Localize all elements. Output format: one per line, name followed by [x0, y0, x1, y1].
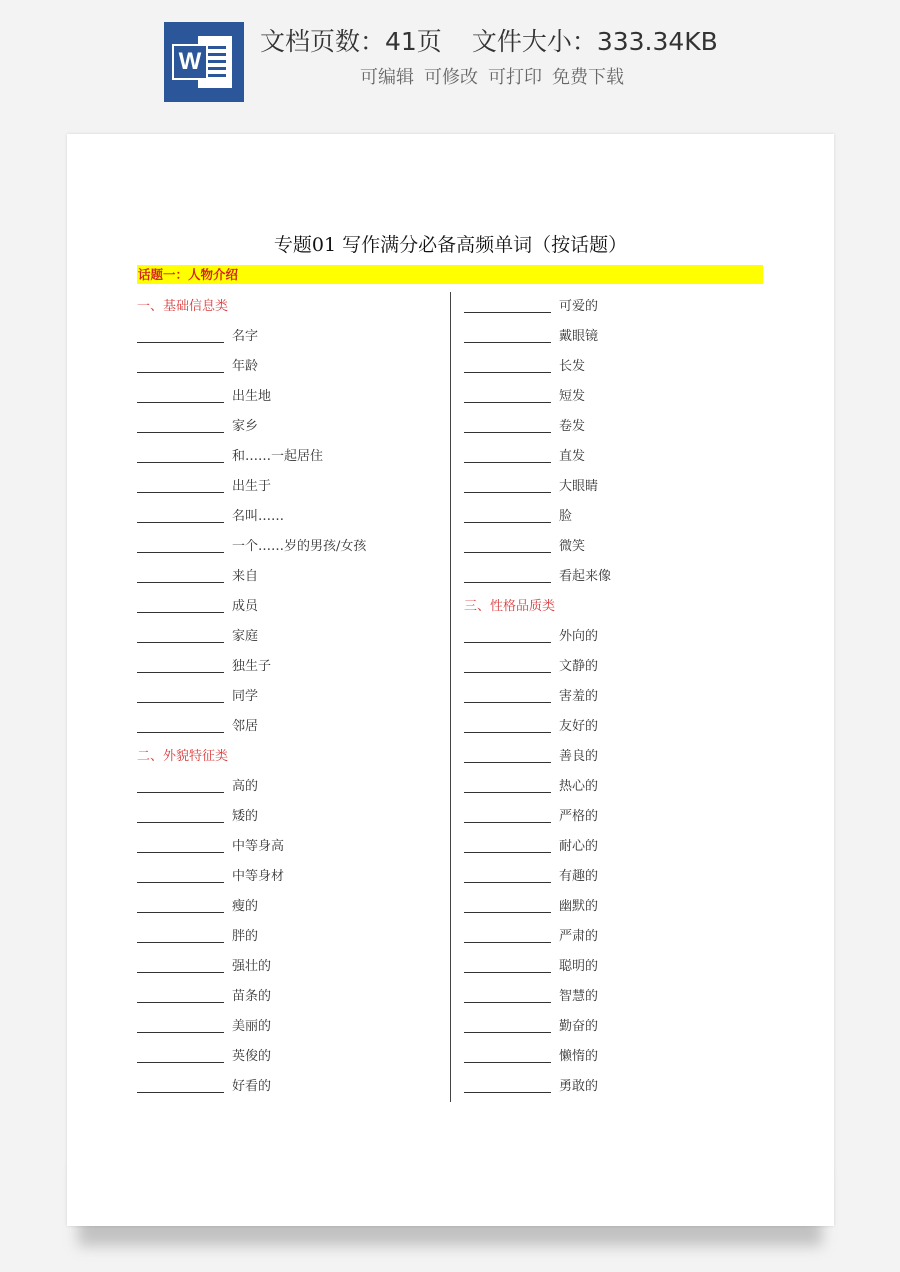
- vocab-row: [137, 622, 437, 652]
- answer-blank[interactable]: [464, 732, 551, 733]
- vocab-meaning: 脸: [559, 509, 573, 524]
- right-column: [464, 292, 764, 1102]
- answer-blank[interactable]: [464, 372, 551, 373]
- answer-blank[interactable]: [137, 732, 224, 733]
- feature-editable: 可编辑: [360, 67, 414, 88]
- vocab-row: [137, 832, 437, 862]
- answer-blank[interactable]: [137, 1062, 224, 1063]
- vocab-row: [137, 1042, 437, 1072]
- answer-blank[interactable]: [464, 972, 551, 973]
- vocab-row: [464, 892, 764, 922]
- vocab-row: [464, 1012, 764, 1042]
- feature-list: [360, 66, 634, 90]
- vocab-row: [137, 862, 437, 892]
- vocab-meaning: 直发: [559, 449, 586, 464]
- column-divider: [450, 292, 451, 1102]
- answer-blank[interactable]: [464, 432, 551, 433]
- vocab-meaning: 勇敢的: [559, 1079, 599, 1094]
- vocab-row: [464, 982, 764, 1012]
- vocab-row: [464, 802, 764, 832]
- vocab-meaning: 害羞的: [559, 689, 599, 704]
- vocab-meaning: 中等身高: [232, 839, 285, 854]
- vocab-meaning: 有趣的: [559, 869, 599, 884]
- vocab-meaning: 耐心的: [559, 839, 599, 854]
- answer-blank[interactable]: [464, 912, 551, 913]
- vocab-row: [137, 382, 437, 412]
- vocab-meaning: 瘦的: [232, 899, 259, 914]
- vocab-meaning: 善良的: [559, 749, 599, 764]
- vocab-row: [464, 862, 764, 892]
- page-count: 文档页数：41页: [260, 27, 442, 56]
- vocab-meaning: 智慧的: [559, 989, 599, 1004]
- vocab-row: [464, 1042, 764, 1072]
- vocab-meaning: 严肃的: [559, 929, 599, 944]
- vocab-meaning: 中等身材: [232, 869, 285, 884]
- answer-blank[interactable]: [137, 1092, 224, 1093]
- answer-blank[interactable]: [464, 642, 551, 643]
- answer-blank[interactable]: [137, 972, 224, 973]
- vocab-row: [464, 442, 764, 472]
- vocab-row: [137, 712, 437, 742]
- answer-blank[interactable]: [464, 1062, 551, 1063]
- vocab-row: [137, 682, 437, 712]
- answer-blank[interactable]: [137, 342, 224, 343]
- vocab-meaning: 懒惰的: [559, 1049, 599, 1064]
- vocab-meaning: 强壮的: [232, 959, 272, 974]
- vocab-row: [464, 682, 764, 712]
- vocab-meaning: 外向的: [559, 629, 599, 644]
- vocab-meaning: 同学: [232, 689, 259, 704]
- vocab-row: [137, 472, 437, 502]
- feature-modifiable: 可修改: [424, 67, 478, 88]
- file-meta: [260, 24, 718, 60]
- word-document-icon: [164, 22, 244, 102]
- vocab-meaning: 短发: [559, 389, 586, 404]
- answer-blank[interactable]: [464, 942, 551, 943]
- left-column: [137, 292, 437, 1102]
- file-info-header: [0, 0, 900, 120]
- vocab-meaning: 聪明的: [559, 959, 599, 974]
- vocab-row: [464, 532, 764, 562]
- answer-blank[interactable]: [464, 462, 551, 463]
- section-heading: 二、外貌特征类: [137, 749, 229, 764]
- answer-blank[interactable]: [137, 1002, 224, 1003]
- vocab-row: [137, 652, 437, 682]
- answer-blank[interactable]: [464, 522, 551, 523]
- answer-blank[interactable]: [137, 642, 224, 643]
- vocab-row: [464, 952, 764, 982]
- vocab-row: [137, 1072, 437, 1102]
- answer-blank[interactable]: [464, 792, 551, 793]
- answer-blank[interactable]: [464, 342, 551, 343]
- vocab-row: [464, 652, 764, 682]
- vocab-meaning: 名字: [232, 329, 259, 344]
- vocab-meaning: 戴眼镜: [559, 329, 599, 344]
- vocab-row: [137, 982, 437, 1012]
- answer-blank[interactable]: [464, 1092, 551, 1093]
- vocab-meaning: 来自: [232, 569, 259, 584]
- vocab-row: [464, 382, 764, 412]
- vocab-meaning: 微笑: [559, 539, 586, 554]
- vocab-row: [464, 622, 764, 652]
- answer-blank[interactable]: [137, 552, 224, 553]
- answer-blank[interactable]: [137, 1032, 224, 1033]
- vocab-meaning: 卷发: [559, 419, 586, 434]
- vocab-row: [137, 802, 437, 832]
- answer-blank[interactable]: [137, 912, 224, 913]
- vocab-meaning: 严格的: [559, 809, 599, 824]
- vocab-row: [464, 352, 764, 382]
- vocab-meaning: 勤奋的: [559, 1019, 599, 1034]
- answer-blank[interactable]: [137, 372, 224, 373]
- vocab-row: [464, 412, 764, 442]
- vocab-meaning: 看起来像: [559, 569, 612, 584]
- vocab-row: [464, 502, 764, 532]
- answer-blank[interactable]: [137, 942, 224, 943]
- vocab-row: [137, 352, 437, 382]
- vocab-row: [137, 562, 437, 592]
- vocab-meaning: 幽默的: [559, 899, 599, 914]
- vocab-meaning: 成员: [232, 599, 259, 614]
- answer-blank[interactable]: [137, 792, 224, 793]
- vocab-meaning: 英俊的: [232, 1049, 272, 1064]
- vocab-meaning: 可爱的: [559, 299, 599, 314]
- vocab-row: [464, 292, 764, 322]
- vocab-row: [137, 322, 437, 352]
- vocab-meaning: 名叫……: [232, 509, 285, 524]
- answer-blank[interactable]: [464, 582, 551, 583]
- feature-free-download: 免费下载: [552, 67, 624, 88]
- answer-blank[interactable]: [464, 402, 551, 403]
- vocab-row: [464, 922, 764, 952]
- section-heading: 三、性格品质类: [464, 599, 556, 614]
- answer-blank[interactable]: [464, 762, 551, 763]
- vocab-row: [137, 892, 437, 922]
- vocab-row: [137, 532, 437, 562]
- vocab-meaning: 矮的: [232, 809, 259, 824]
- answer-blank[interactable]: [137, 612, 224, 613]
- vocab-meaning: 胖的: [232, 929, 259, 944]
- vocab-row: [137, 1012, 437, 1042]
- answer-blank[interactable]: [137, 672, 224, 673]
- vocab-row: [137, 412, 437, 442]
- section-heading: 一、基础信息类: [137, 299, 229, 314]
- answer-blank[interactable]: [464, 852, 551, 853]
- answer-blank[interactable]: [464, 672, 551, 673]
- vocab-row: [464, 832, 764, 862]
- vocab-row: [464, 742, 764, 772]
- answer-blank[interactable]: [464, 492, 551, 493]
- vocab-row: [137, 772, 437, 802]
- answer-blank[interactable]: [464, 312, 551, 313]
- answer-blank[interactable]: [137, 852, 224, 853]
- vocab-meaning: 家庭: [232, 629, 259, 644]
- vocab-meaning: 出生地: [232, 389, 272, 404]
- vocab-meaning: 邻居: [232, 719, 259, 734]
- answer-blank[interactable]: [464, 1032, 551, 1033]
- answer-blank[interactable]: [464, 822, 551, 823]
- answer-blank[interactable]: [137, 402, 224, 403]
- answer-blank[interactable]: [137, 582, 224, 583]
- document-title: 专题01 写作满分必备高频单词（按话题）: [273, 234, 628, 256]
- vocab-meaning: 友好的: [559, 719, 599, 734]
- vocab-meaning: 长发: [559, 359, 586, 374]
- vocab-meaning: 美丽的: [232, 1019, 272, 1034]
- answer-blank[interactable]: [137, 492, 224, 493]
- vocab-meaning: 高的: [232, 779, 259, 794]
- vocab-meaning: 一个……岁的男孩/女孩: [232, 539, 367, 554]
- vocab-row: [137, 592, 437, 622]
- answer-blank[interactable]: [137, 702, 224, 703]
- vocab-meaning: 家乡: [232, 419, 259, 434]
- vocab-row: [464, 562, 764, 592]
- document-page: [67, 134, 834, 1226]
- answer-blank[interactable]: [137, 522, 224, 523]
- answer-blank[interactable]: [137, 462, 224, 463]
- vocab-meaning: 好看的: [232, 1079, 272, 1094]
- vocab-meaning: 文静的: [559, 659, 599, 674]
- vocab-meaning: 热心的: [559, 779, 599, 794]
- answer-blank[interactable]: [464, 1002, 551, 1003]
- vocab-row: [464, 712, 764, 742]
- vocab-meaning: 独生子: [232, 659, 272, 674]
- answer-blank[interactable]: [464, 702, 551, 703]
- feature-printable: 可打印: [488, 67, 542, 88]
- word-letter: W: [172, 44, 208, 80]
- vocab-meaning: 苗条的: [232, 989, 272, 1004]
- vocab-row: [464, 772, 764, 802]
- vocab-row: [137, 922, 437, 952]
- vocab-row: [464, 472, 764, 502]
- vocab-meaning: 年龄: [232, 359, 259, 374]
- vocab-meaning: 出生于: [232, 479, 272, 494]
- vocab-row: [137, 952, 437, 982]
- answer-blank[interactable]: [137, 882, 224, 883]
- answer-blank[interactable]: [464, 882, 551, 883]
- vocab-row: [137, 502, 437, 532]
- topic-heading: 话题一：人物介绍: [137, 265, 763, 284]
- answer-blank[interactable]: [464, 552, 551, 553]
- vocab-row: [464, 1072, 764, 1102]
- file-size: 文件大小：333.34KB: [471, 27, 718, 56]
- answer-blank[interactable]: [137, 432, 224, 433]
- vocab-row: [464, 322, 764, 352]
- vocab-row: [137, 442, 437, 472]
- answer-blank[interactable]: [137, 822, 224, 823]
- vocab-meaning: 大眼睛: [559, 479, 599, 494]
- vocab-meaning: 和……一起居住: [232, 449, 324, 464]
